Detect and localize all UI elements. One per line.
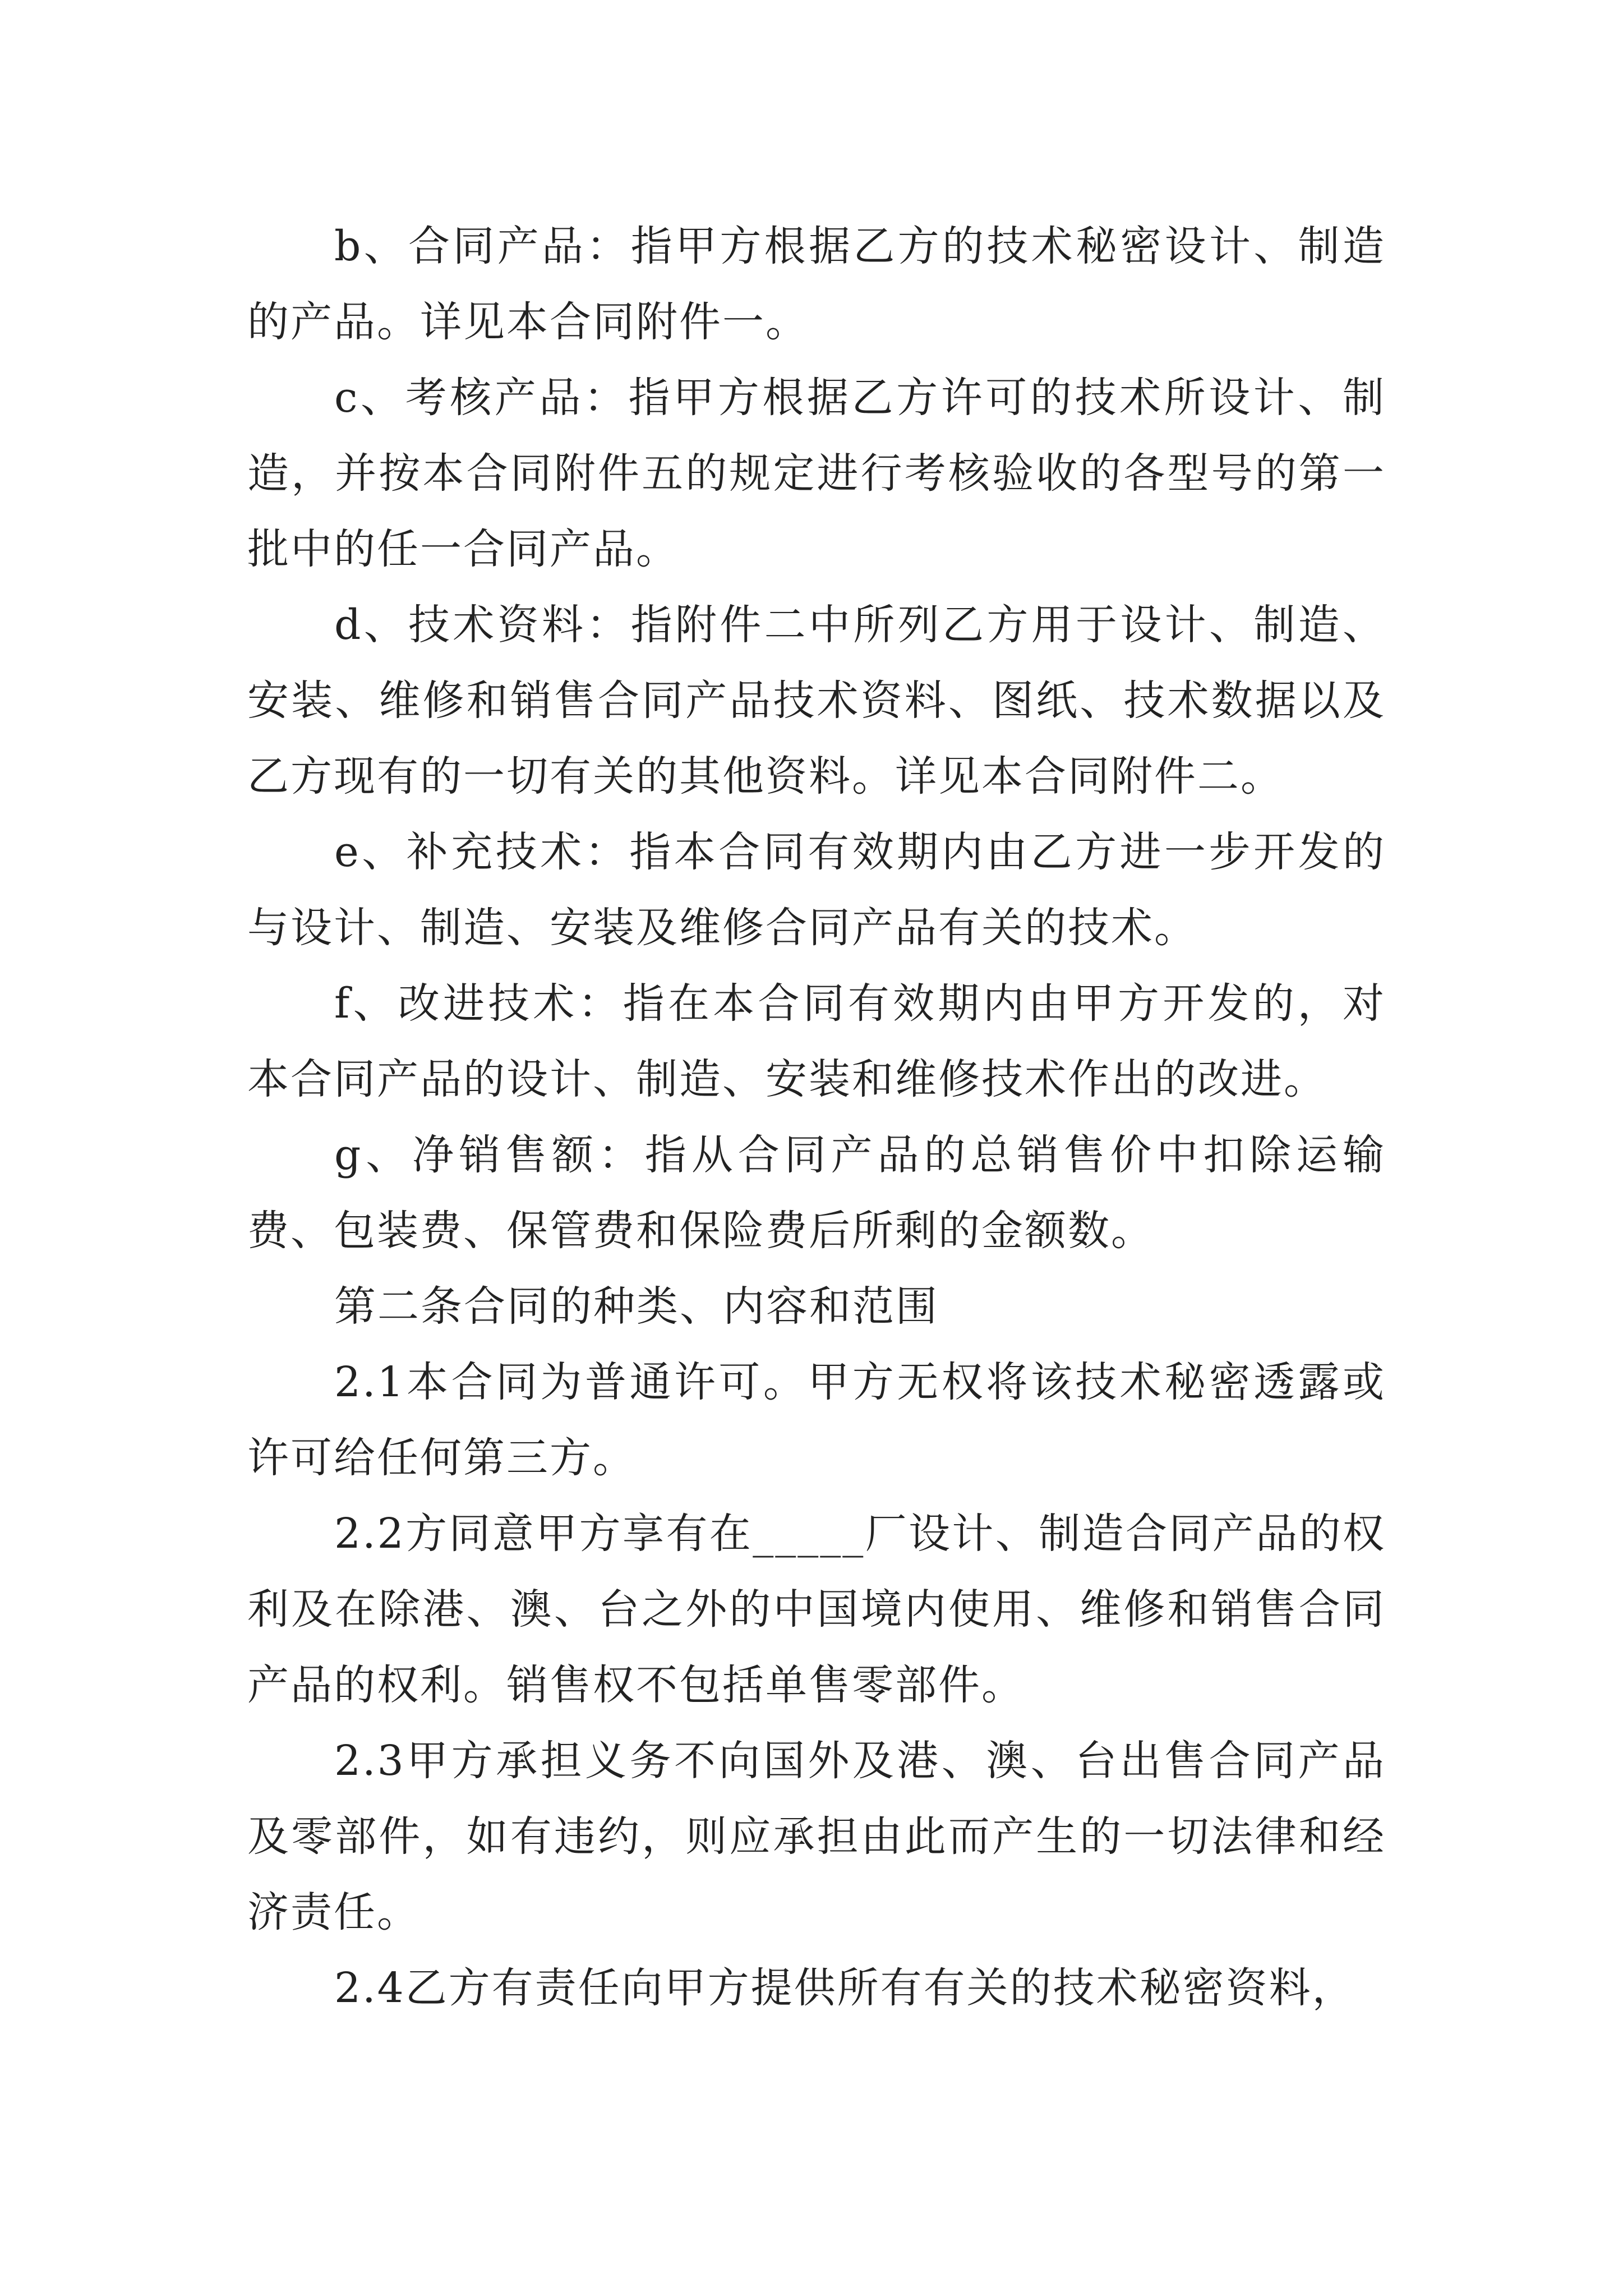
definition-b-paragraph: b、合同产品：指甲方根据乙方的技术秘密设计、制造的产品。详见本合同附件一。 xyxy=(247,222,1386,346)
article-2-heading: 第二条合同的种类、内容和范围 xyxy=(334,1282,939,1331)
clause-2-3-paragraph: 2.3甲方承担义务不向国外及港、澳、台出售合同产品及零部件，如有违约，则应承担由此而产生的一切法律和经济责任。 xyxy=(247,1737,1386,1936)
definition-e-paragraph: e、补充技术：指本合同有效期内由乙方进一步开发的与设计、制造、安装及维修合同产品有关的技术。 xyxy=(247,828,1386,952)
clause-2-1-paragraph: 2.1本合同为普通许可。甲方无权将该技术秘密透露或许可给任何第三方。 xyxy=(247,1358,1386,1482)
definition-f-paragraph: f、改进技术：指在本合同有效期内由甲方开发的，对本合同产品的设计、制造、安装和维修技术作出的改进。 xyxy=(247,979,1386,1103)
definition-c-paragraph: c、考核产品：指甲方根据乙方许可的技术所设计、制造，并按本合同附件五的规定进行考核验收的各型号的第一批中的任一合同产品。 xyxy=(247,374,1386,573)
clause-2-2-paragraph: 2.2方同意甲方享有在_____厂设计、制造合同产品的权利及在除港、澳、台之外的中国境内使用、维修和销售合同产品的权利。销售权不包括单售零部件。 xyxy=(247,1510,1386,1709)
document-body xyxy=(247,209,1386,2026)
definition-g-paragraph: g、净销售额：指从合同产品的总销售价中扣除运输费、包装费、保管费和保险费后所剩的金额数。 xyxy=(247,1131,1386,1255)
definition-d-paragraph: d、技术资料：指附件二中所列乙方用于设计、制造、安装、维修和销售合同产品技术资料、图纸、技术数据以及乙方现有的一切有关的其他资料。详见本合同附件二。 xyxy=(247,601,1386,800)
clause-2-4-paragraph: 2.4乙方有责任向甲方提供所有有关的技术秘密资料， xyxy=(334,1964,1355,2012)
